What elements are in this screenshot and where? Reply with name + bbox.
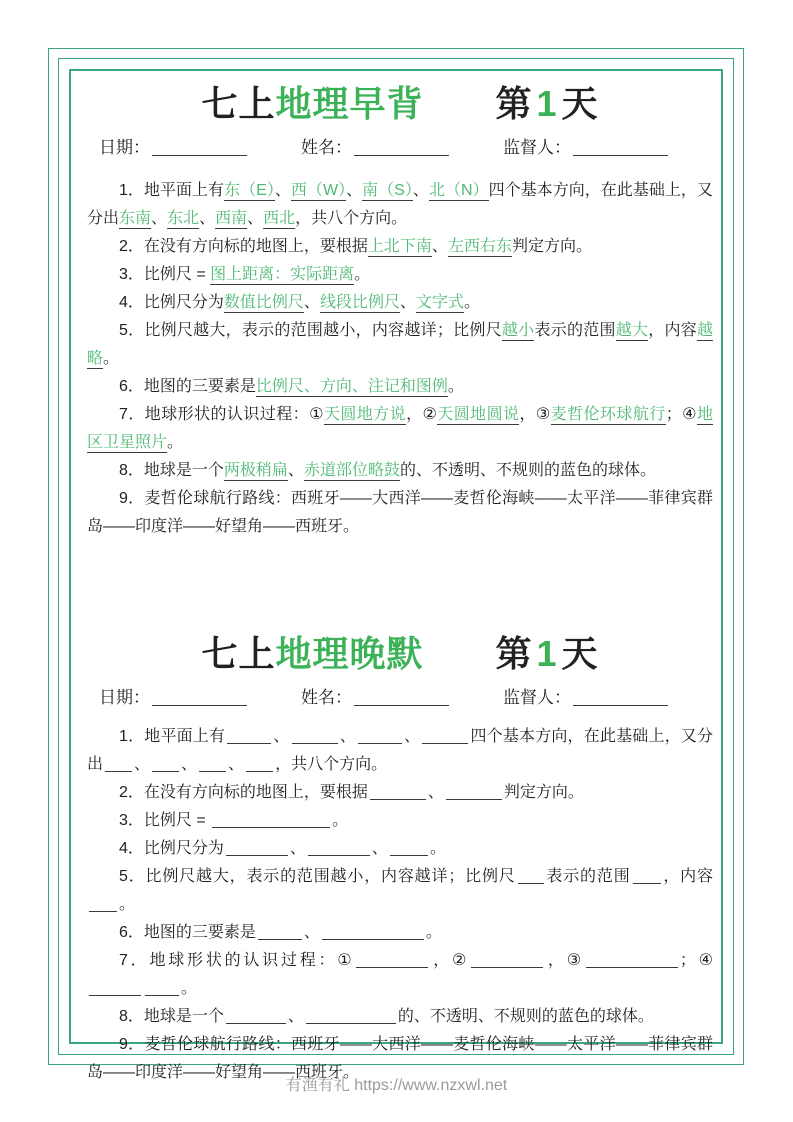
blank-underline	[390, 840, 428, 856]
blank-underline	[89, 896, 117, 912]
evening-item-list	[87, 723, 713, 1087]
blank-underline	[226, 840, 288, 856]
morning-fields-row	[87, 135, 713, 161]
blank-underline	[471, 952, 543, 968]
section-evening	[87, 631, 713, 1087]
evening-page-title: 七上地理晚默	[201, 633, 424, 674]
blank-underline	[358, 728, 402, 744]
blank-underline	[446, 784, 502, 800]
blank-underline	[573, 690, 668, 706]
blank-underline	[292, 728, 338, 744]
blank-underline	[370, 784, 426, 800]
blank-underline	[105, 756, 132, 772]
blank-underline	[422, 728, 468, 744]
evening-fields-row	[87, 685, 713, 711]
blank-underline	[145, 980, 179, 996]
blank-underline	[322, 924, 424, 940]
blank-underline	[199, 756, 226, 772]
frame-border-outer	[48, 48, 744, 1081]
morning-page-title: 七上地理早背	[201, 83, 424, 124]
list-item: 6．地图的三要素是 、 。	[119, 924, 442, 941]
evening-day-label: 第 1 天	[495, 633, 599, 674]
blank-underline	[227, 728, 271, 744]
list-item: 9．麦哲伦球航行路线：西班牙——大西洋——麦哲伦海峡——太平洋——菲律宾群岛——印度洋——好望角——西班牙。	[87, 1036, 713, 1081]
list-item: 2．在没有方向标的地图上，要根据 、 判定方向。	[119, 784, 584, 801]
blank-underline	[89, 980, 141, 996]
blank-underline	[152, 756, 179, 772]
blank-underline	[356, 952, 428, 968]
list-item: 3．比例尺 = 。	[119, 812, 349, 829]
blank-underline	[226, 1008, 286, 1024]
footer-credit: 有渔有礼 https://www.nzxwl.net	[285, 1077, 508, 1094]
blank-underline	[246, 756, 273, 772]
blank-underline	[308, 840, 370, 856]
date-field: 日期：	[99, 135, 249, 161]
list-item: 7．地球形状的认识过程：① ，② ，③ ；④。	[87, 947, 713, 1003]
blank-underline	[152, 690, 247, 706]
morning-item-list	[87, 177, 713, 541]
frame-border-middle	[58, 58, 734, 1081]
blank-underline	[518, 868, 544, 884]
list-item: 4．比例尺分为数值比例尺、线段比例尺、文字式。	[119, 294, 480, 311]
section-morning	[87, 81, 713, 541]
supervisor-field: 监督人：	[503, 685, 670, 711]
list-item: 7．地球形状的认识过程：①天圆地方说，②天圆地圆说，③麦哲伦环球航行；④地区卫星照片。	[87, 406, 713, 451]
blank-underline	[354, 140, 449, 156]
morning-day-label: 第 1 天	[495, 83, 599, 124]
blank-underline	[306, 1008, 396, 1024]
name-field: 姓名：	[301, 135, 451, 161]
date-field: 日期：	[99, 685, 249, 711]
morning-title-row	[87, 81, 713, 127]
blank-underline	[212, 812, 330, 828]
list-item: 4．比例尺分为 、 、 。	[119, 840, 446, 857]
list-item: 5．比例尺越大，表示的范围越小，内容越详；比例尺 表示的范围 ，内容。	[87, 863, 713, 919]
list-item: 5．比例尺越大，表示的范围越小，内容越详；比例尺越小表示的范围越大，内容越略。	[87, 322, 713, 367]
blank-underline	[152, 140, 247, 156]
list-item: 8．地球是一个 、 的、不透明、不规则的蓝色的球体。	[119, 1008, 654, 1025]
list-item: 8．地球是一个两极稍扁、赤道部位略鼓的、不透明、不规则的蓝色的球体。	[119, 462, 656, 479]
list-item: 2．在没有方向标的地图上，要根据上北下南、左西右东判定方向。	[119, 238, 592, 255]
frame-border-inner	[69, 69, 723, 1081]
list-item: 1．地平面上有 、 、 、 四个基本方向，在此基础上，又分出 、 、 、 ，共八个方向。	[87, 728, 713, 773]
blank-underline	[573, 140, 668, 156]
blank-underline	[258, 924, 302, 940]
supervisor-field: 监督人：	[503, 135, 670, 161]
blank-underline	[633, 868, 661, 884]
evening-title-row	[87, 631, 713, 677]
name-field: 姓名：	[301, 685, 451, 711]
list-item: 1．地平面上有东（E）、西（W）、南（S）、北（N）四个基本方向，在此基础上，又分出东南、东北、西南、西北，共八个方向。	[87, 182, 713, 227]
blank-underline	[354, 690, 449, 706]
blank-underline	[586, 952, 678, 968]
list-item: 3．比例尺 = 图上距离：实际距离。	[119, 266, 371, 283]
list-item: 6．地图的三要素是比例尺、方向、注记和图例。	[119, 378, 464, 395]
list-item: 9．麦哲伦球航行路线：西班牙——大西洋——麦哲伦海峡——太平洋——菲律宾群岛——印度洋——好望角——西班牙。	[87, 490, 713, 535]
